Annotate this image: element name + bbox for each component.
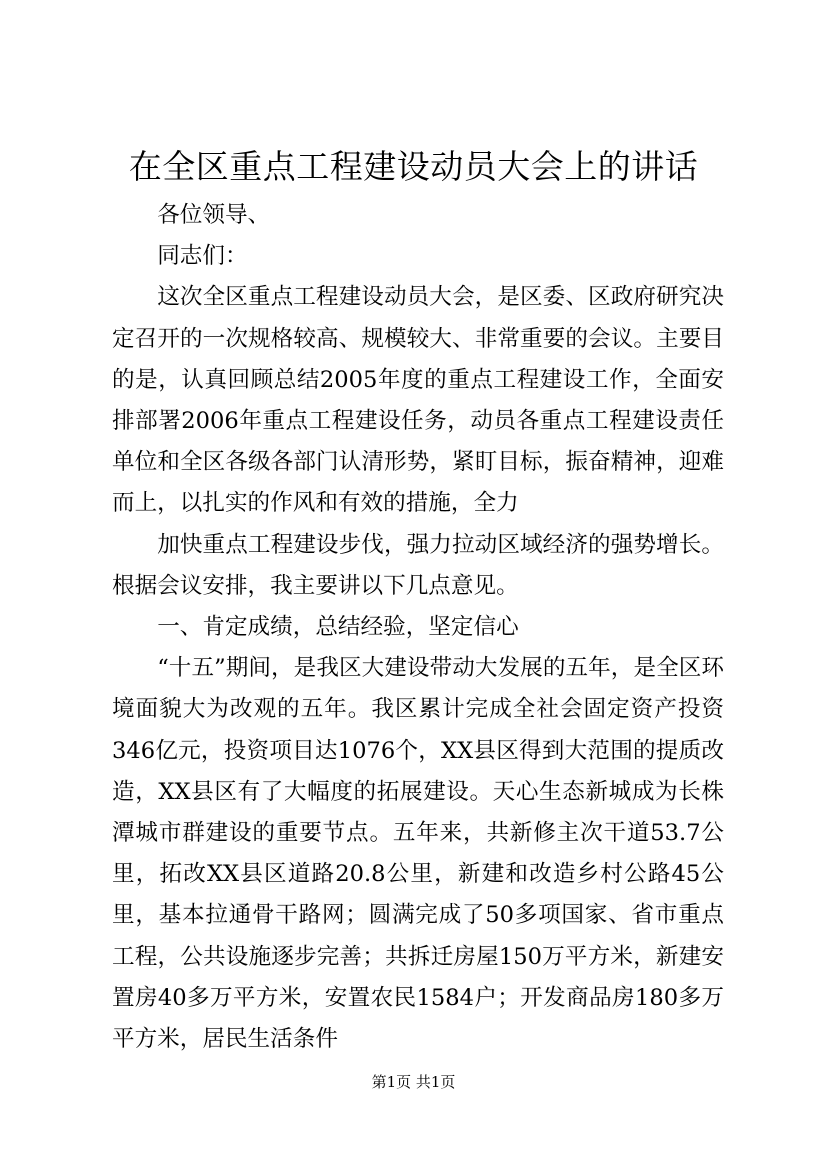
section-heading-1: 一、肯定成绩，总结经验，坚定信心 (157, 614, 519, 641)
document-title: 在全区重点工程建设动员大会上的讲话 (128, 147, 699, 186)
paragraph-purpose: 加快重点工程建设步伐，强力拉动区域经济的强势增长。根据会议安排，我主要讲以下几点意见。 (112, 531, 724, 599)
paragraph-achievements: “十五”期间，是我区大建设带动大发展的五年，是全区环境面貌大为改观的五年。我区累计完成全社会固定资产投资346亿元，投资项目达1076个，XX县区得到大范围的提质改造，XX县区有了大幅度的拓展建设。天心生态新城成为长株潭城市群建设的重要节点。五年来，共新修主次干道53.7公里，拓改XX县区道路20.8公里，新建和改造乡村公路45公里，基本拉通骨干路网；圆满完成了50多项国家、省市重点工程，公共设施逐步完善；共拆迁房屋150万平方米，新建安置房40多万平方米，安置农民1584户；开发商品房180多万平方米，居民生活条件 (112, 655, 724, 1053)
salutation-leaders: 各位领导、 (157, 202, 271, 228)
paragraph-intro: 这次全区重点工程建设动员大会，是区委、区政府研究决定召开的一次规格较高、规模较大、非常重要的会议。主要目的是，认真回顾总结2005年度的重点工程建设工作，全面安排部署2006年重点工程建设任务，动员各重点工程建设责任单位和全区各级各部门认清形势，紧盯目标，振奋精神，迎难而上，以扎实的作风和有效的措施，全力 (112, 284, 724, 517)
salutation-comrades: 同志们： (157, 243, 248, 270)
document-body (112, 195, 724, 1060)
page-footer: 第1页 共1页 (371, 1073, 456, 1091)
